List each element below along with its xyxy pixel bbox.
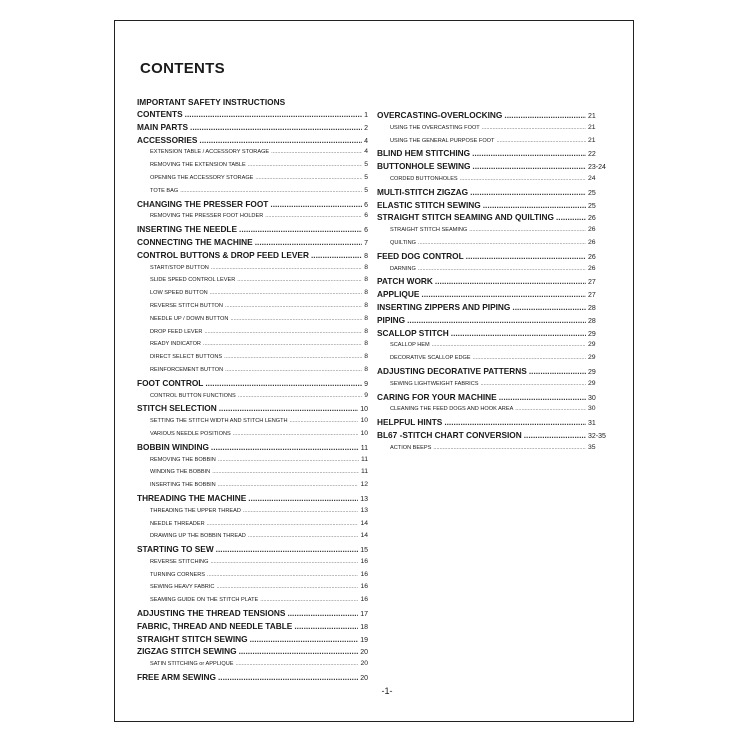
dot-leader [180,185,362,198]
dot-leader [407,314,586,327]
toc-entry-label: USING THE GENERAL PURPOSE FOOT [390,137,495,144]
toc-entry-page: 1 [364,112,368,119]
toc-entry-page: 9 [364,380,368,388]
toc-entry-page: 20 [360,649,368,657]
dot-leader [524,429,586,442]
toc-subentry [137,287,368,300]
toc-entry-label: STRAIGHT STITCH SEWING [137,633,248,644]
dot-leader [248,492,358,505]
toc-entry-page: 10 [360,417,368,425]
toc-entry-page: 8 [364,340,368,348]
toc-entry-label: BLIND HEM STITCHING [377,148,471,159]
toc-subentry [377,403,608,416]
dot-leader [515,403,586,416]
dot-leader [239,645,359,658]
toc-entry-label: SCALLOP HEM [390,342,430,349]
toc-entry-label: SLIDE SPEED CONTROL LEVER [150,277,236,284]
toc-entry [377,109,608,122]
toc-entry-page: 32-35 [588,432,606,440]
toc-entry [137,121,368,134]
toc-right-list [377,109,608,455]
dot-leader [472,160,586,173]
toc-entry-label: WINDING THE BOBBIN [150,469,211,476]
toc-entry-label: ZIGZAG STITCH SEWING [137,646,237,657]
toc-entry-label: CORDED BUTTONHOLES [390,175,458,182]
dot-leader [451,327,586,340]
toc-subentry [377,237,608,250]
toc-entry-page: 11 [360,468,368,476]
toc-subentry [377,224,608,237]
toc-entry-label: INSERTING THE NEEDLE [137,224,238,235]
dot-leader [210,556,358,569]
dot-leader [238,390,362,403]
toc-entry-page: 21 [588,136,596,144]
toc-subentry [377,442,608,455]
dot-leader [216,581,358,594]
toc-entry-label: LOW SPEED BUTTON [150,290,208,297]
toc-entry [377,314,608,327]
dot-leader [237,274,362,287]
toc-subentry [137,172,368,185]
dot-leader [469,224,586,237]
toc-entry [137,607,368,620]
toc-entry-label: BUTTONHOLE SEWING [377,161,471,172]
toc-entry-page: 8 [364,289,368,297]
dot-leader [204,326,362,339]
toc-entry-label: SEAMING GUIDE ON THE STITCH PLATE [150,597,259,604]
toc-entry-page: 16 [360,557,368,565]
toc-entry [137,645,368,658]
toc-entry-page: 2 [364,124,368,132]
dot-leader [270,198,362,211]
toc-entry [137,134,368,147]
toc-entry-label: READY INDICATOR [150,341,201,348]
toc-entry-label: CHANGING THE PRESSER FOOT [137,198,269,209]
toc-entry-page: 35 [588,443,596,451]
toc-subentry [137,454,368,467]
toc-entry-label: DECORATIVE SCALLOP EDGE [390,355,471,362]
toc-entry-page: 8 [364,252,368,260]
toc-entry-page: 8 [364,327,368,335]
toc-left-list [137,108,368,684]
toc-entry-page: 8 [364,301,368,309]
toc-subentry [377,263,608,276]
toc-entry [377,160,608,173]
toc-subentry [137,274,368,287]
toc-subentry [137,338,368,351]
toc-entry-page: 27 [588,292,596,300]
toc-left-column [137,97,368,684]
toc-entry-label: USING THE OVERCASTING FOOT [390,124,480,131]
toc-entry-label: REMOVING THE BOBBIN [150,456,216,463]
dot-leader [233,428,359,441]
toc-subentry [137,210,368,223]
toc-entry-page: 19 [360,636,368,644]
toc-entry-page: 24 [588,174,596,182]
dot-leader [470,186,586,199]
toc-subentry [137,556,368,569]
toc-right-column [377,109,608,455]
toc-entry-label: FEED DOG CONTROL [377,250,464,261]
toc-entry-label: REMOVING THE PRESSER FOOT HOLDER [150,213,264,220]
toc-entry [137,108,368,121]
toc-entry-label: CONTROL BUTTONS & DROP FEED LEVER [137,249,309,260]
dot-leader [207,518,359,531]
toc-entry-page: 23-24 [588,164,606,172]
toc-entry-page: 21 [588,123,596,131]
toc-entry [137,249,368,262]
toc-entry [137,198,368,211]
toc-entry-page: 8 [364,263,368,271]
toc-subentry [137,466,368,479]
toc-entry-label: THREADING THE UPPER THREAD [150,507,241,514]
toc-entry-label: CONNECTING THE MACHINE [137,236,253,247]
toc-subentry [137,479,368,492]
toc-subentry [377,135,608,148]
dot-leader [243,505,359,518]
toc-entry-label: HELPFUL HINTS [377,417,443,428]
dot-leader [432,339,586,352]
toc-entry-page: 8 [364,353,368,361]
toc-entry-page: 6 [364,201,368,209]
dot-leader [287,607,358,620]
toc-entry-page: 4 [364,137,368,145]
toc-entry-label: STARTING TO SEW [137,544,214,555]
toc-entry-label: REVERSE STITCH BUTTON [150,302,223,309]
dot-leader [504,109,586,122]
dot-leader [271,146,362,159]
toc-entry-page: 28 [588,317,596,325]
toc-subentry [137,569,368,582]
toc-entry-label: START/STOP BUTTON [150,264,209,271]
toc-subentry [137,594,368,607]
toc-entry-label: SETTING THE STITCH WIDTH AND STITCH LENGTH [150,418,288,425]
dot-leader [199,134,362,147]
toc-entry [137,671,368,684]
toc-entry [137,633,368,646]
toc-entry-page: 10 [360,429,368,437]
dot-leader [210,287,363,300]
toc-entry-label: STRAIGHT STITCH SEAMING [390,227,468,234]
toc-entry-page: 29 [588,341,596,349]
dot-leader [433,442,586,455]
toc-entry [137,441,368,454]
dot-leader [211,441,359,454]
toc-subentry [137,390,368,403]
toc-entry [137,492,368,505]
dot-leader [473,352,586,365]
toc-intro-line: IMPORTANT SAFETY INSTRUCTIONS [137,97,286,107]
toc-entry-page: 18 [360,623,368,631]
toc-entry-page: 17 [360,611,368,619]
toc-entry-label: VARIOUS NEEDLE POSITIONS [150,430,231,437]
toc-subentry [137,658,368,671]
toc-entry-page: 9 [364,391,368,399]
toc-entry-label: REINFORCEMENT BUTTON [150,366,224,373]
toc-entry-label: OPENING THE ACCESSORY STORAGE [150,174,254,181]
dot-leader [418,237,586,250]
toc-entry-page: 30 [588,405,596,413]
toc-entry [377,301,608,314]
toc-entry-page: 20 [360,660,368,668]
toc-entry-page: 5 [364,161,368,169]
toc-entry-label: FABRIC, THREAD AND NEEDLE TABLE [137,620,293,631]
dot-leader [556,211,586,224]
dot-leader [529,365,586,378]
toc-entry-label: MAIN PARTS [137,121,189,132]
toc-entry-page: 7 [364,239,368,247]
dot-leader [255,236,362,249]
toc-entry-page: 10 [360,406,368,414]
toc-entry-label: CARING FOR YOUR MACHINE [377,391,497,402]
toc-entry-page: 26 [588,226,596,234]
toc-entry-page: 26 [588,215,596,223]
toc-entry-label: ACCESSORIES [137,134,198,145]
dot-leader [230,313,362,326]
toc-entry-label: STRAIGHT STITCH SEAMING AND QUILTING [377,212,554,223]
toc-entry-page: 16 [360,570,368,578]
toc-entry-page: 29 [588,354,596,362]
toc-entry [377,391,608,404]
toc-entry-label: DROP FEED LEVER [150,328,203,335]
dot-leader [444,416,586,429]
dot-leader [311,249,362,262]
toc-entry-label: MULTI-STITCH ZIGZAG [377,186,469,197]
toc-subentry [137,326,368,339]
toc-entry-label: SEWING HEAVY FABRIC [150,584,215,591]
dot-leader [482,122,586,135]
toc-subentry [377,122,608,135]
toc-entry-label: SEWING LIGHTWEIGHT FABRICS [390,380,479,387]
dot-leader [207,569,358,582]
toc-entry-page: 11 [360,444,368,452]
toc-entry [137,223,368,236]
toc-entry-page: 31 [588,420,596,428]
dot-leader [203,338,362,351]
toc-entry-label: NEEDLE UP / DOWN BUTTON [150,315,229,322]
dot-leader [499,391,586,404]
toc-entry-label: BOBBIN WINDING [137,441,209,452]
toc-entry-page: 5 [364,186,368,194]
dot-leader [496,135,586,148]
toc-entry-label: ELASTIC STITCH SEWING [377,199,481,210]
toc-entry-page: 8 [364,276,368,284]
toc-entry-page: 13 [360,495,368,503]
page-title: CONTENTS [140,60,225,77]
toc-entry-page: 29 [588,379,596,387]
dot-leader [212,466,359,479]
toc-entry-page: 27 [588,279,596,287]
dot-leader [205,377,362,390]
toc-subentry [137,505,368,518]
dot-leader [294,620,358,633]
toc-entry [377,211,608,224]
page-number: -1- [381,686,393,696]
toc-entry-page: 8 [364,365,368,373]
toc-entry-page: 29 [588,368,596,376]
toc-entry-page: 11 [360,455,368,463]
toc-entry-label: ADJUSTING DECORATIVE PATTERNS [377,365,527,376]
toc-subentry [137,518,368,531]
toc-entry-label: STITCH SELECTION [137,403,217,414]
dot-leader [248,159,362,172]
dot-leader [265,210,362,223]
toc-entry-label: INSERTING ZIPPERS AND PIPING [377,301,511,312]
toc-entry [137,377,368,390]
toc-entry [377,365,608,378]
toc-entry-page: 6 [364,212,368,220]
toc-subentry [377,339,608,352]
toc-entry-page: 25 [588,202,596,210]
dot-leader [216,543,359,556]
toc-entry [137,620,368,633]
dot-leader [211,262,362,275]
toc-entry-label: DRAWING UP THE BOBBIN THREAD [150,533,246,540]
dot-leader [250,633,359,646]
toc-entry-page: 12 [360,481,368,489]
toc-entry [137,402,368,415]
toc-entry [377,429,608,442]
dot-leader [435,275,586,288]
dot-leader [255,172,362,185]
toc-entry [137,236,368,249]
toc-entry-label: ADJUSTING THE THREAD TENSIONS [137,608,286,619]
toc-entry-page: 15 [360,547,368,555]
toc-entry-page: 28 [588,304,596,312]
toc-subentry [137,185,368,198]
toc-entry-page: 26 [588,253,596,261]
toc-entry [377,275,608,288]
toc-entry-label: TOTE BAG [150,187,179,194]
dot-leader [225,364,362,377]
toc-subentry [137,146,368,159]
dot-leader [225,300,362,313]
toc-entry-label: ACTION BEEPS [390,444,432,451]
dot-leader [466,250,586,263]
toc-subentry [137,262,368,275]
toc-entry-label: CLEANING THE FEED DOGS AND HOOK AREA [390,406,514,413]
toc-entry-page: 6 [364,227,368,235]
toc-entry-page: 22 [588,151,596,159]
dot-leader [185,108,362,121]
toc-entry-label: SATIN STITCHING or APPLIQUE [150,661,234,668]
toc-entry-label: DIRECT SELECT BUTTONS [150,354,223,361]
dot-leader [260,594,358,607]
toc-entry-page: 21 [588,113,596,120]
dot-leader [472,147,586,160]
toc-entry-label: NEEDLE THREADER [150,520,205,527]
toc-entry-label: FOOT CONTROL [137,377,204,388]
toc-entry-page: 16 [360,596,368,604]
dot-leader [239,223,362,236]
toc-entry-label: FREE ARM SEWING [137,672,216,683]
toc-entry-page: 14 [360,519,368,527]
dot-leader [218,671,358,684]
dot-leader [290,415,359,428]
dot-leader [190,121,362,134]
dot-leader [219,402,358,415]
toc-entry-label: DARNING [390,265,416,272]
toc-entry-page: 29 [588,330,596,338]
toc-entry-label: QUILTING [390,239,417,246]
toc-entry-label: BL67 -STITCH CHART CONVERSION [377,429,522,440]
toc-entry-page: 14 [360,532,368,540]
dot-leader [218,479,359,492]
toc-subentry [137,300,368,313]
toc-subentry [137,415,368,428]
dot-leader [224,351,362,364]
dot-leader [248,530,359,543]
toc-entry-label: OVERCASTING-OVERLOCKING [377,110,503,120]
toc-entry-label: REMOVING THE EXTENSION TABLE [150,162,246,169]
toc-subentry [137,313,368,326]
toc-subentry [137,159,368,172]
toc-entry-page: 4 [364,148,368,156]
toc-entry [377,199,608,212]
dot-leader [421,288,586,301]
toc-subentry [137,581,368,594]
toc-entry-label: PIPING [377,314,406,325]
toc-subentry [137,428,368,441]
toc-subentry [377,173,608,186]
toc-entry-page: 26 [588,264,596,272]
toc-entry-label: CONTROL BUTTON FUNCTIONS [150,392,236,399]
toc-entry-label: REVERSE STITCHING [150,558,209,565]
toc-subentry [377,352,608,365]
dot-leader [236,658,359,671]
toc-entry-page: 13 [360,506,368,514]
toc-entry-label: THREADING THE MACHINE [137,492,247,503]
toc-entry-page: 25 [588,189,596,197]
toc-entry [377,416,608,429]
toc-entry [377,250,608,263]
toc-subentry [137,530,368,543]
toc-subentry [137,351,368,364]
toc-entry-label: PATCH WORK [377,276,433,287]
toc-subentry [137,364,368,377]
toc-subentry [377,378,608,391]
dot-leader [218,454,359,467]
toc-entry-page: 5 [364,173,368,181]
toc-entry-label: EXTENSION TABLE / ACCESSORY STORAGE [150,149,270,156]
toc-entry-label: APPLIQUE [377,289,420,300]
dot-leader [460,173,586,186]
toc-entry-page: 16 [360,583,368,591]
toc-entry [137,543,368,556]
dot-leader [512,301,586,314]
dot-leader [418,263,586,276]
toc-entry-page: 30 [588,394,596,402]
dot-leader [480,378,586,391]
toc-entry-page: 8 [364,314,368,322]
toc-entry [377,147,608,160]
dot-leader [483,199,586,212]
toc-entry-label: CONTENTS [137,109,183,119]
toc-entry-page: 20 [360,675,368,683]
toc-entry [377,327,608,340]
toc-entry-label: TURNING CORNERS [150,571,206,578]
toc-entry [377,186,608,199]
toc-entry [377,288,608,301]
toc-entry-label: INSERTING THE BOBBIN [150,482,216,489]
toc-entry-label: SCALLOP STITCH [377,327,449,338]
toc-entry-page: 26 [588,238,596,246]
